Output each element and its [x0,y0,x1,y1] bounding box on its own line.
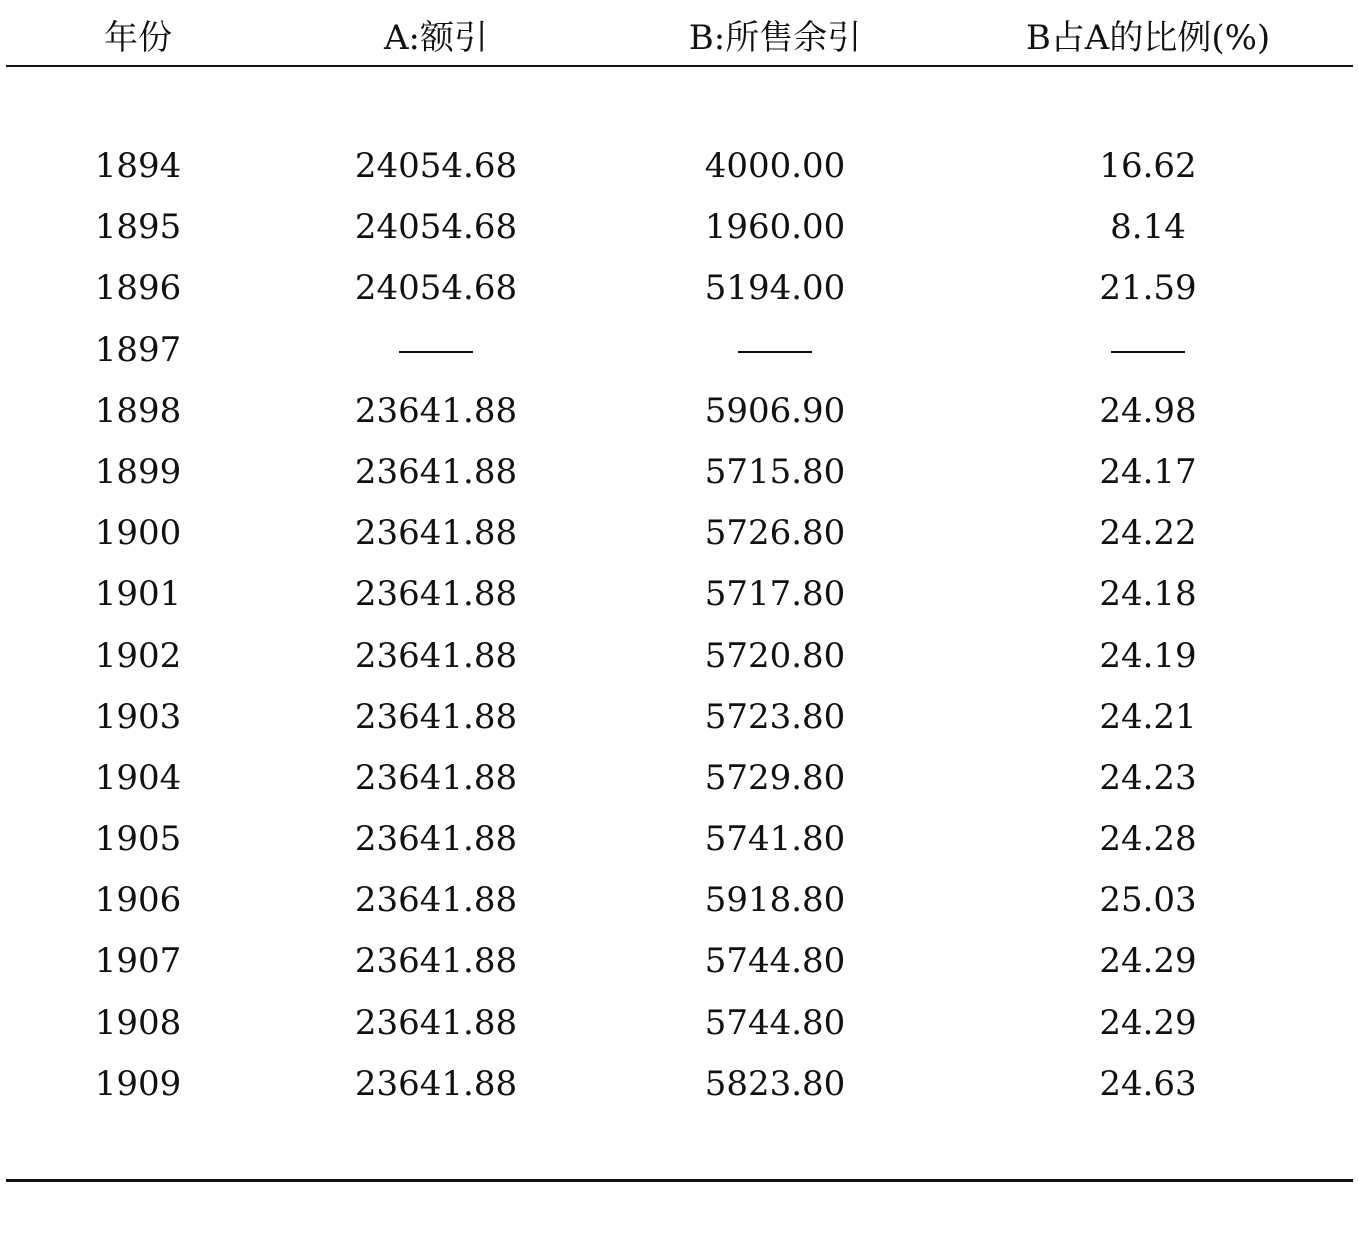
cell-year: 1904 [94,757,182,798]
cell-sold-surplus [675,320,875,381]
cell-ratio [998,320,1298,381]
cell-ratio: 24.29 [1099,941,1197,982]
table-row [6,748,1353,809]
data-table [6,0,1353,1182]
table-row [6,1054,1353,1115]
cell-year: 1905 [94,819,182,860]
cell-quota: 23641.88 [354,819,518,860]
cell-quota [336,320,536,381]
cell-ratio: 24.23 [1099,757,1197,798]
cell-quota: 23641.88 [354,696,518,737]
cell-year: 1902 [94,635,182,676]
header-quota: A:额引 [383,18,488,58]
cell-sold-surplus: 5729.80 [704,757,846,798]
table-row [6,320,1353,381]
cell-quota: 23641.88 [354,390,518,431]
cell-sold-surplus: 5726.80 [704,513,846,554]
cell-year: 1897 [94,329,182,370]
cell-ratio: 24.98 [1099,390,1197,431]
cell-sold-surplus: 1960.00 [704,207,846,248]
table-row [6,626,1353,687]
cell-sold-surplus: 5720.80 [704,635,846,676]
cell-ratio: 21.59 [1099,268,1197,309]
cell-year: 1908 [94,1002,182,1043]
cell-ratio: 16.62 [1099,146,1197,186]
cell-sold-surplus: 5744.80 [704,941,846,982]
table-row [6,809,1353,870]
cell-quota: 23641.88 [354,635,518,676]
table-row [6,381,1353,442]
cell-quota: 24054.68 [354,207,518,248]
table-row [6,258,1353,319]
cell-year: 1900 [94,513,182,554]
cell-quota: 24054.68 [354,268,518,309]
cell-ratio: 24.17 [1099,451,1197,492]
cell-quota: 23641.88 [354,1063,518,1104]
cell-year: 1901 [94,574,182,615]
table-row [6,197,1353,258]
cell-ratio: 24.22 [1099,513,1197,554]
cell-ratio: 24.29 [1099,1002,1197,1043]
cell-ratio: 24.19 [1099,635,1197,676]
cell-quota: 23641.88 [354,757,518,798]
cell-ratio: 25.03 [1099,880,1197,921]
table-header-row [6,14,1353,62]
cell-year: 1899 [94,451,182,492]
cell-ratio: 24.63 [1099,1063,1197,1104]
cell-year: 1894 [94,146,182,186]
table-body [6,136,1353,1115]
table-row [6,931,1353,992]
cell-ratio: 8.14 [1110,207,1186,248]
cell-sold-surplus: 5918.80 [704,880,846,921]
missing-value-dash [1111,351,1185,353]
cell-quota: 23641.88 [354,574,518,615]
missing-value-dash [399,351,473,353]
header-year: 年份 [104,18,172,58]
table-row [6,136,1353,197]
cell-sold-surplus: 5194.00 [704,268,846,309]
header-sold-surplus: B:所售余引 [688,18,862,58]
cell-sold-surplus: 5717.80 [704,574,846,615]
cell-year: 1895 [94,207,182,248]
cell-sold-surplus: 5741.80 [704,819,846,860]
table-row [6,503,1353,564]
cell-ratio: 24.21 [1099,696,1197,737]
cell-sold-surplus: 5823.80 [704,1063,846,1104]
bottom-rule [6,1179,1353,1182]
top-rule [6,65,1353,67]
cell-sold-surplus: 5715.80 [704,451,846,492]
cell-year: 1907 [94,941,182,982]
cell-sold-surplus: 5744.80 [704,1002,846,1043]
cell-quota: 24054.68 [354,146,518,186]
cell-quota: 23641.88 [354,880,518,921]
cell-ratio: 24.28 [1099,819,1197,860]
cell-year: 1903 [94,696,182,737]
cell-year: 1909 [94,1063,182,1104]
table-row [6,993,1353,1054]
table-row [6,687,1353,748]
cell-year: 1896 [94,268,182,309]
header-ratio: B占A的比例(%) [1025,18,1271,58]
table-row [6,442,1353,503]
table-row [6,870,1353,931]
cell-year: 1898 [94,390,182,431]
cell-ratio: 24.18 [1099,574,1197,615]
cell-sold-surplus: 5906.90 [704,390,846,431]
cell-sold-surplus: 4000.00 [704,146,846,186]
table-row [6,564,1353,625]
cell-quota: 23641.88 [354,1002,518,1043]
cell-quota: 23641.88 [354,451,518,492]
cell-quota: 23641.88 [354,513,518,554]
missing-value-dash [738,351,812,353]
cell-sold-surplus: 5723.80 [704,696,846,737]
cell-quota: 23641.88 [354,941,518,982]
cell-year: 1906 [94,880,182,921]
